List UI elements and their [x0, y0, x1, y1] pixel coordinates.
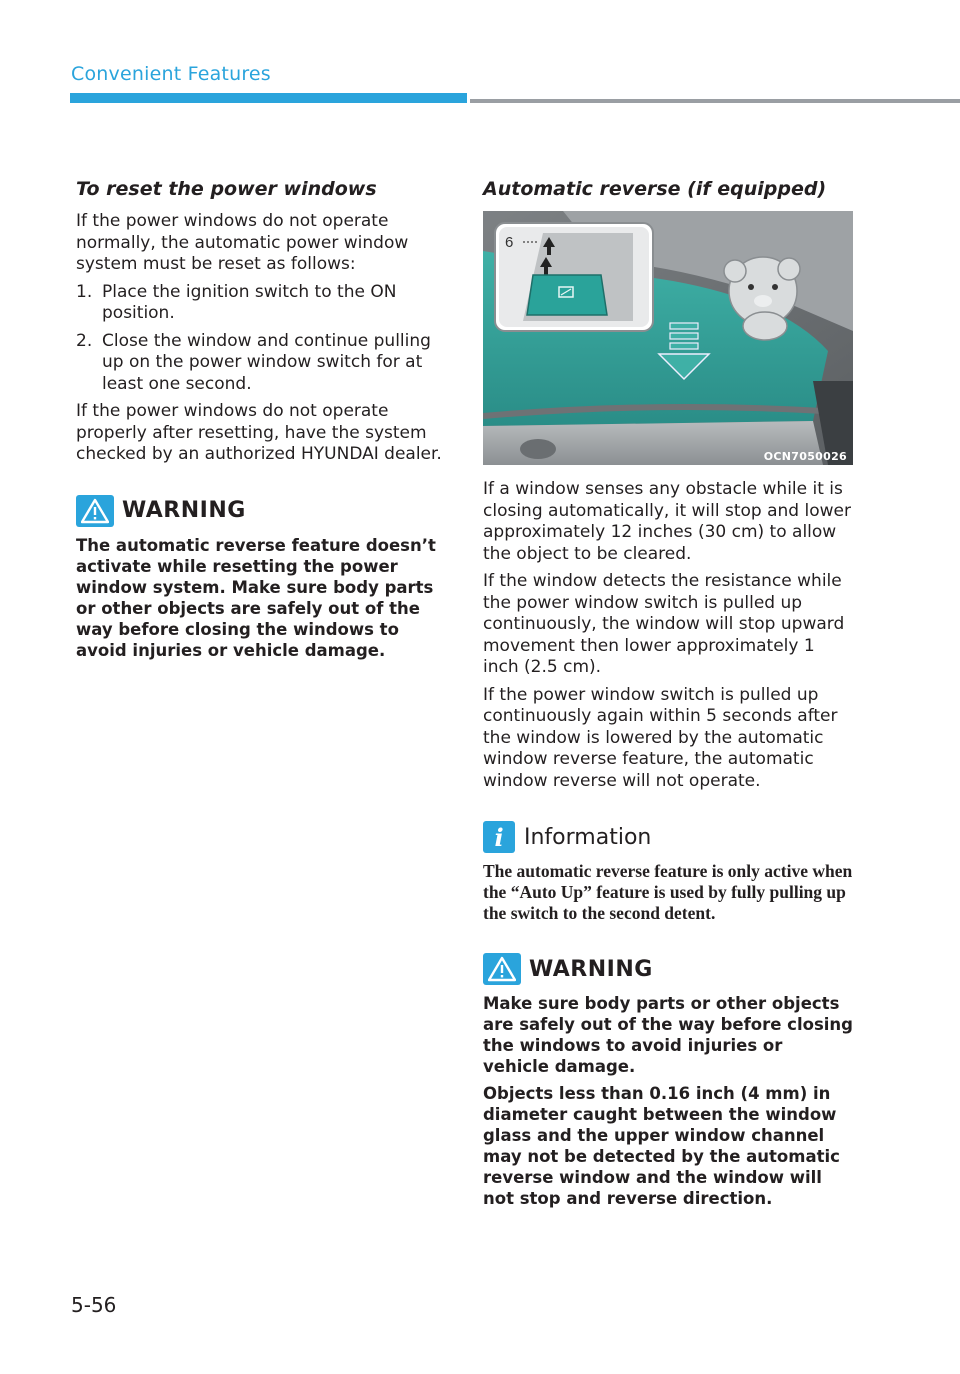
warning-header [483, 954, 853, 984]
window-illustration [483, 211, 853, 465]
info-body [483, 861, 853, 924]
reset-heading: To reset the power windows [76, 178, 377, 200]
header-rule [470, 99, 960, 103]
warning-body [76, 535, 446, 661]
reset-steps [76, 282, 446, 396]
reset-after: If the power windows do not operate properly after resetting, have the system checked by an authorized HYUNDAI dealer. [76, 401, 442, 464]
inset-number: 6 [505, 234, 514, 251]
auto-reverse-paragraph: If the window detects the resistance while the power window switch is pulled up continuously, the window will stop upward movement then lower approximately 1 inch (2.5 cm). [483, 571, 845, 677]
step-text: Place the ignition switch to the ON position. [102, 281, 397, 323]
warning-triangle-icon [483, 953, 521, 985]
warning-text: Objects less than 0.16 inch (4 mm) in diameter caught between the window glass and the upper window channel may not be detected by the automatic reverse window and the window will not stop and reverse direction. [483, 1084, 840, 1208]
info-text: The automatic reverse feature is only active when the “Auto Up” feature is used by fully pulling up the switch to the second detent. [483, 861, 853, 923]
warning-header [76, 496, 446, 526]
warning-body [483, 993, 853, 1209]
auto-reverse-paragraph: If a window senses any obstacle while it is closing automatically, it will stop and lower approximately 12 inches (30 cm) to allow the object to be cleared. [483, 479, 851, 564]
warning-title: WARNING [529, 956, 653, 982]
auto-reverse-figure [483, 211, 853, 465]
figure-caption: OCN7050026 [763, 450, 847, 463]
auto-reverse-heading: Automatic reverse (if equipped) [483, 178, 827, 200]
warning-text: Make sure body parts or other objects are safely out of the way before closing the windows to avoid injuries or vehicle damage. [483, 994, 853, 1076]
section-title: Convenient Features [71, 63, 271, 85]
step-item [76, 282, 446, 325]
window-switch-icon [527, 275, 607, 315]
step-number: 1. [76, 281, 93, 302]
header-rule-accent [70, 93, 467, 103]
info-header [483, 822, 853, 852]
reset-intro: If the power windows do not operate normally, the automatic power window system must be reset as follows: [76, 211, 409, 274]
warning-triangle-icon [76, 495, 114, 527]
right-column [483, 176, 853, 1215]
step-item [76, 331, 446, 396]
auto-reverse-paragraph: If the power window switch is pulled up continuously again within 5 seconds after the window is lowered by the automatic window reverse feature, the automatic window reverse will not operate. [483, 684, 838, 791]
step-text: Close the window and continue pulling up on the power window switch for at least one second. [102, 330, 431, 394]
info-title: Information [524, 824, 652, 850]
warning-title: WARNING [122, 498, 246, 523]
step-number: 2. [76, 330, 93, 351]
page-number: 5-56 [71, 1293, 117, 1317]
left-column [76, 176, 446, 667]
info-icon: i [483, 821, 515, 853]
warning-text: The automatic reverse feature doesn’t activate while resetting the power window system. Make sure body parts or other objects are safely out of the way before closing the windows to avoid injuries or vehicle damage. [76, 535, 436, 660]
